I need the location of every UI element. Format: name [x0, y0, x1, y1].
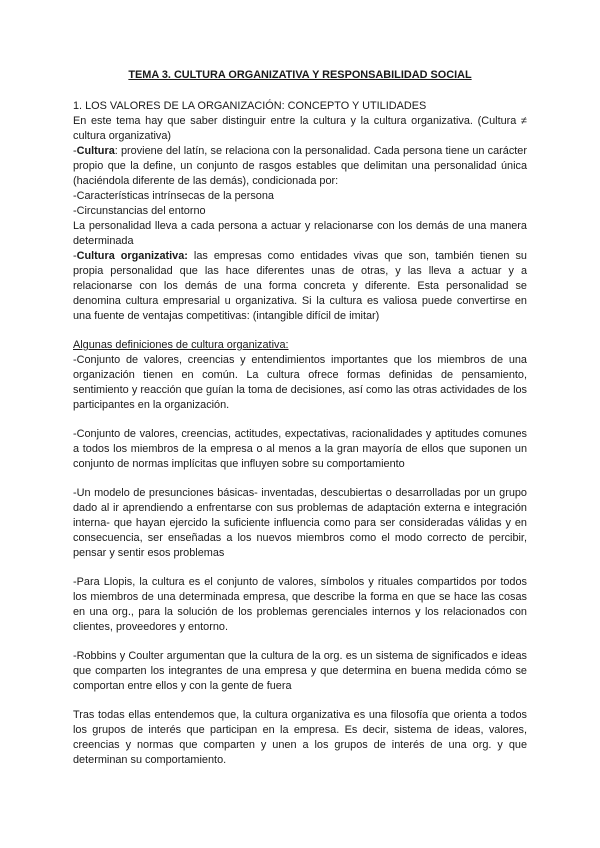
- definition-paragraph: -Conjunto de valores, creencias, actitudes, expectativas, racionalidades y aptitudes comunes a todos los miembros de la empresa o al menos a la gran mayoría de ellos que suponen un conjunto de normas implícitas que influyen sobre su comportamiento: [73, 428, 527, 470]
- section-heading: 1. LOS VALORES DE LA ORGANIZACIÓN: CONCEPTO Y UTILIDADES: [73, 100, 427, 112]
- cultura-paragraph: -Cultura: proviene del latín, se relaciona con la personalidad. Cada persona tiene un carácter propio que la define, un conjunto de rasgos estables que delimitan una personalidad única (haciéndola diferente de las demás), condicionada por:: [73, 145, 527, 187]
- definition-paragraph: -Para Llopis, la cultura es el conjunto de valores, símbolos y rituales compartidos por todos los miembros de una determinada empresa, que describe la forma en que se hace las cosas en una org., para la solución de los problemas gerenciales internos y los relacionados con clientes, proveedores y entorno.: [73, 576, 527, 633]
- cultura-term: Cultura: [76, 145, 115, 157]
- cultura-org-paragraph: -Cultura organizativa: las empresas como entidades vivas que son, también tienen su propia personalidad que las hace diferentes unas de otras, y las lleva a actuar y a relacionarse con los demás de una forma concreta y diferente. Esta personalidad se denomina cultura empresarial u organizativa. Si la cultura es valiosa puede convertirse en una fuente de ventajas competitivas: (intangible difícil de imitar): [73, 250, 527, 322]
- spacer: [73, 324, 527, 338]
- personalidad-paragraph: La personalidad lleva a cada persona a actuar y relacionarse con los demás de una manera determinada: [73, 220, 527, 247]
- conclusion-paragraph: Tras todas ellas entendemos que, la cultura organizativa es una filosofía que orienta a todos los grupos de interés que participan en la empresa. Es decir, sistema de ideas, valores, creencias y normas que comparten y unen a los grupos de interés de una org. y que determinan su comportamiento.: [73, 709, 527, 766]
- spacer: [73, 472, 527, 486]
- document-title: TEMA 3. CULTURA ORGANIZATIVA Y RESPONSABILIDAD SOCIAL: [128, 69, 472, 81]
- spacer: [73, 694, 527, 708]
- spacer: [73, 635, 527, 649]
- list-item: -Características intrínsecas de la persona: [73, 190, 274, 202]
- definitions-heading: Algunas definiciones de cultura organizativa:: [73, 339, 289, 351]
- spacer: [73, 413, 527, 427]
- list-item: -Circunstancias del entorno: [73, 205, 206, 217]
- cultura-org-definition: las empresas como entidades vivas que son, también tienen su propia personalidad que las hace diferentes unas de otras, y las lleva a actuar y a relacionarse con los demás de una forma concreta y diferente. Esta personalidad se denomina cultura empresarial u organizativa. Si la cultura es valiosa puede convertirse en una fuente de ventajas competitivas: (intangible difícil de imitar): [73, 250, 527, 322]
- definitions-section: [73, 338, 527, 694]
- definition-paragraph: -Robbins y Coulter argumentan que la cultura de la org. es un sistema de significados e ideas que comparten los integrantes de una empresa y que determina en buena medida cómo se comportan entre ellos y con la gente de fuera: [73, 650, 527, 692]
- conditions-list: [73, 189, 527, 219]
- section-1: [73, 99, 527, 324]
- intro-paragraph: En este tema hay que saber distinguir entre la cultura y la cultura organizativa. (Cultura ≠ cultura organizativa): [73, 115, 527, 142]
- definition-paragraph: -Un modelo de presunciones básicas- inventadas, descubiertas o desarrolladas por un grupo dado al ir aprendiendo a enfrentarse con sus problemas de adaptación externa e integración interna- que hayan ejercido la suficiente influencia como para ser consideradas válidas y en consecuencia, ser enseñadas a los nuevos miembros como el modo correcto de percibir, pensar y sentir esos problemas: [73, 487, 527, 559]
- cultura-definition: : proviene del latín, se relaciona con la personalidad. Cada persona tiene un carácter propio que la define, un conjunto de rasgos estables que delimitan una personalidad única (haciéndola diferente de las demás), condicionada por:: [73, 145, 527, 187]
- definition-paragraph: -Conjunto de valores, creencias y entendimientos importantes que los miembros de una organización tienen en común. La cultura ofrece formas definidas de pensamiento, sentimiento y reacción que guían la toma de decisiones, así como las otras actividades de los participantes en la organización.: [73, 354, 527, 411]
- cultura-org-term: Cultura organizativa:: [76, 250, 188, 262]
- spacer: [73, 561, 527, 575]
